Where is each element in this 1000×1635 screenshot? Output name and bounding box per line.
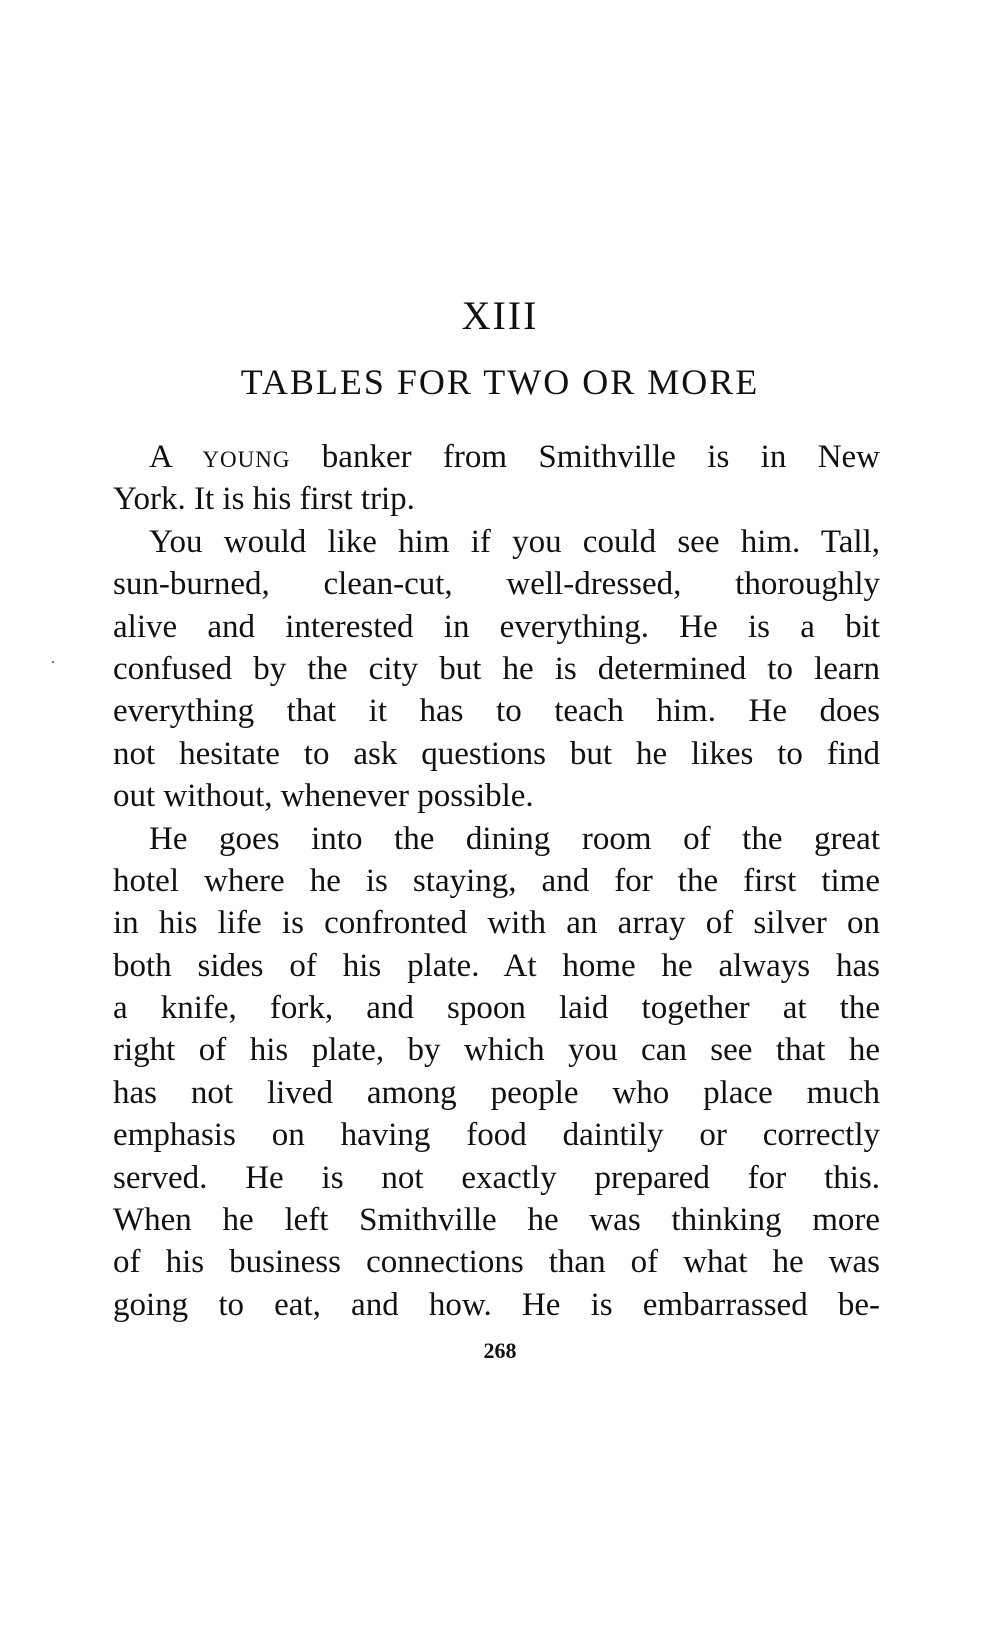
text-line: both sides of his plate. At home he always has [113,947,880,984]
text-line: going to eat, and how. He is embarrassed be- [113,1286,880,1323]
text-line: a knife, fork, and spoon laid together at the [113,990,880,1027]
opening-letter: A [149,439,172,475]
chapter-number: XIII [461,293,539,338]
text-line: sun-burned, clean-cut, well-dressed, thoroughly [113,566,880,603]
text-line: hotel where he is staying, and for the first time [113,862,880,899]
text-line [113,436,880,478]
text-line: in his life is confronted with an array of silver on [113,905,880,942]
text-line: You would like him if you could see him. Tall, [149,523,880,560]
text-line: out without, whenever possible. [113,778,534,815]
opening-small-caps: young [202,439,291,475]
text-line: has not lived among people who place much [113,1074,880,1111]
text-line: right of his plate, by which you can see that he [113,1032,880,1069]
text-line: emphasis on having food daintily or correctly [113,1117,880,1154]
chapter-title: TABLES FOR TWO OR MORE [240,362,760,402]
body-text [113,436,880,1326]
page-number: 268 [483,1338,517,1363]
margin-speck [52,661,54,663]
text-line: When he left Smithville he was thinking more [113,1202,880,1239]
text-line: confused by the city but he is determined to learn [113,650,880,687]
text-line: served. He is not exactly prepared for this. [113,1159,880,1196]
text-line: He goes into the dining room of the great [149,820,880,857]
text-line: alive and interested in everything. He is a bit [113,608,880,645]
text-line: everything that it has to teach him. He does [113,693,880,730]
text-line: of his business connections than of what he was [113,1244,880,1281]
text-line: York. It is his first trip. [113,481,415,518]
text-line: not hesitate to ask questions but he likes to find [113,735,880,772]
text-line-fragment: banker from Smithville is in New [321,439,881,475]
